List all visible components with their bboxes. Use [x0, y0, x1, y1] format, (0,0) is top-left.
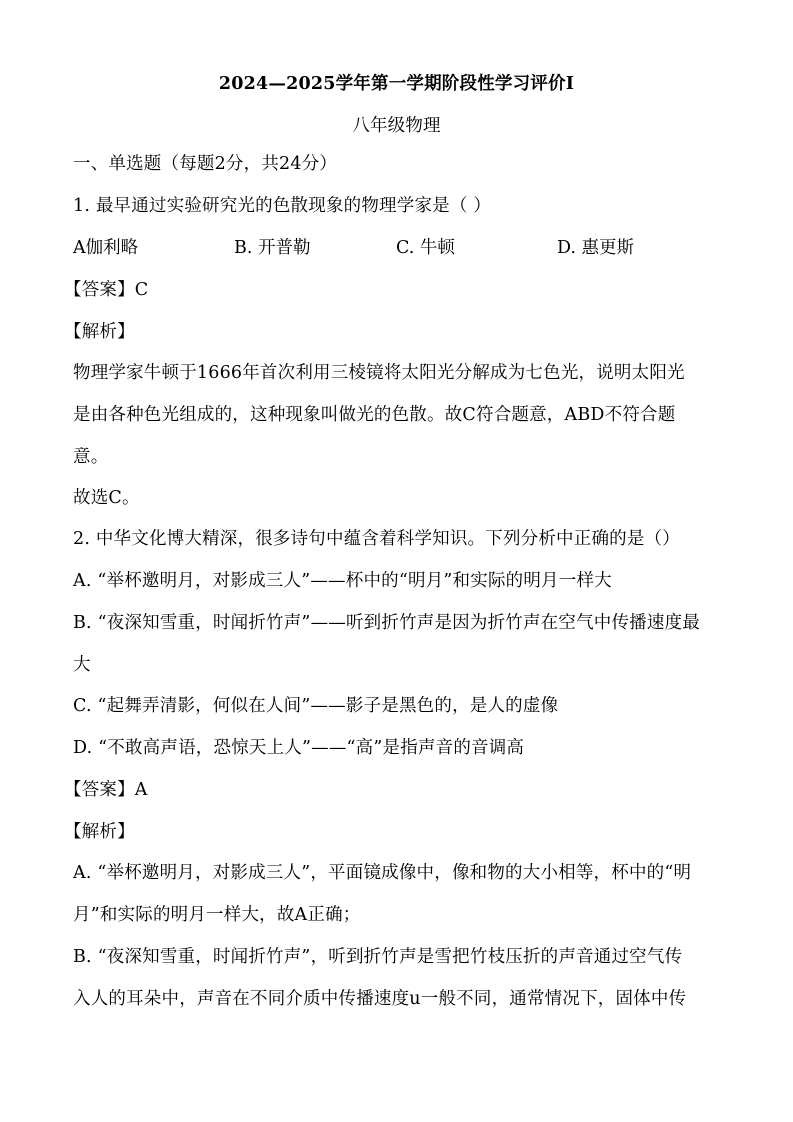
question-1-analysis-line: 故选C。 [73, 488, 140, 508]
question-2-stem: 2. 中华文化博大精深，很多诗句中蕴含着科学知识。下列分析中正确的是（） [73, 529, 680, 549]
question-2-analysis-line: 月”和实际的明月一样大，故A正确； [73, 905, 361, 925]
question-1-option-d: D. 惠更斯 [557, 238, 635, 258]
question-1-option-b: B. 开普勒 [234, 238, 311, 258]
question-1-option-a: A伽利略 [73, 238, 139, 258]
question-1-option-c: C. 牛顿 [396, 238, 455, 258]
question-2-analysis-line: B. “夜深知雪重，时闻折竹声”，听到折竹声是雪把竹枝压折的声音通过空气传 [73, 947, 683, 967]
question-2-analysis-label: 【解析】 [64, 822, 135, 842]
question-1-analysis-line: 意。 [73, 447, 109, 467]
document-subtitle: 八年级物理 [352, 116, 441, 136]
question-1-analysis-label: 【解析】 [64, 322, 135, 342]
question-2-option-line: 大 [73, 655, 91, 675]
question-1-stem: 1. 最早通过实验研究光的色散现象的物理学家是（ ） [73, 196, 492, 216]
document-title: 2024—2025学年第一学期阶段性学习评价I [218, 74, 575, 94]
question-2-analysis-line: A. “举杯邀明月，对影成三人”，平面镜成像中，像和物的大小相等，杯中的“明 [73, 863, 692, 883]
question-2-analysis-line: 入人的耳朵中，声音在不同介质中传播速度u一般不同，通常情况下，固体中传 [73, 989, 687, 1009]
question-2-answer: 【答案】A [64, 780, 148, 800]
question-1-analysis-line: 是由各种色光组成的，这种现象叫做光的色散。故C符合题意，ABD不符合题 [73, 405, 676, 425]
question-2-option-line: B. “夜深知雪重，时闻折竹声”——听到折竹声是因为折竹声在空气中传播速度最 [73, 613, 700, 633]
section-heading: 一、单选题（每题2分，共24分） [73, 154, 338, 174]
question-1-answer: 【答案】C [64, 280, 149, 300]
question-2-option-line: C. “起舞弄清影，何似在人间”——影子是黑色的，是人的虚像 [73, 696, 559, 716]
question-2-option-line: D. “不敢高声语，恐惊天上人”——“高”是指声音的音调高 [73, 738, 525, 758]
question-2-option-line: A. “举杯邀明月，对影成三人”——杯中的“明月”和实际的明月一样大 [73, 571, 612, 591]
question-1-analysis-line: 物理学家牛顿于1666年首次利用三棱镜将太阳光分解成为七色光，说明太阳光 [73, 363, 685, 383]
